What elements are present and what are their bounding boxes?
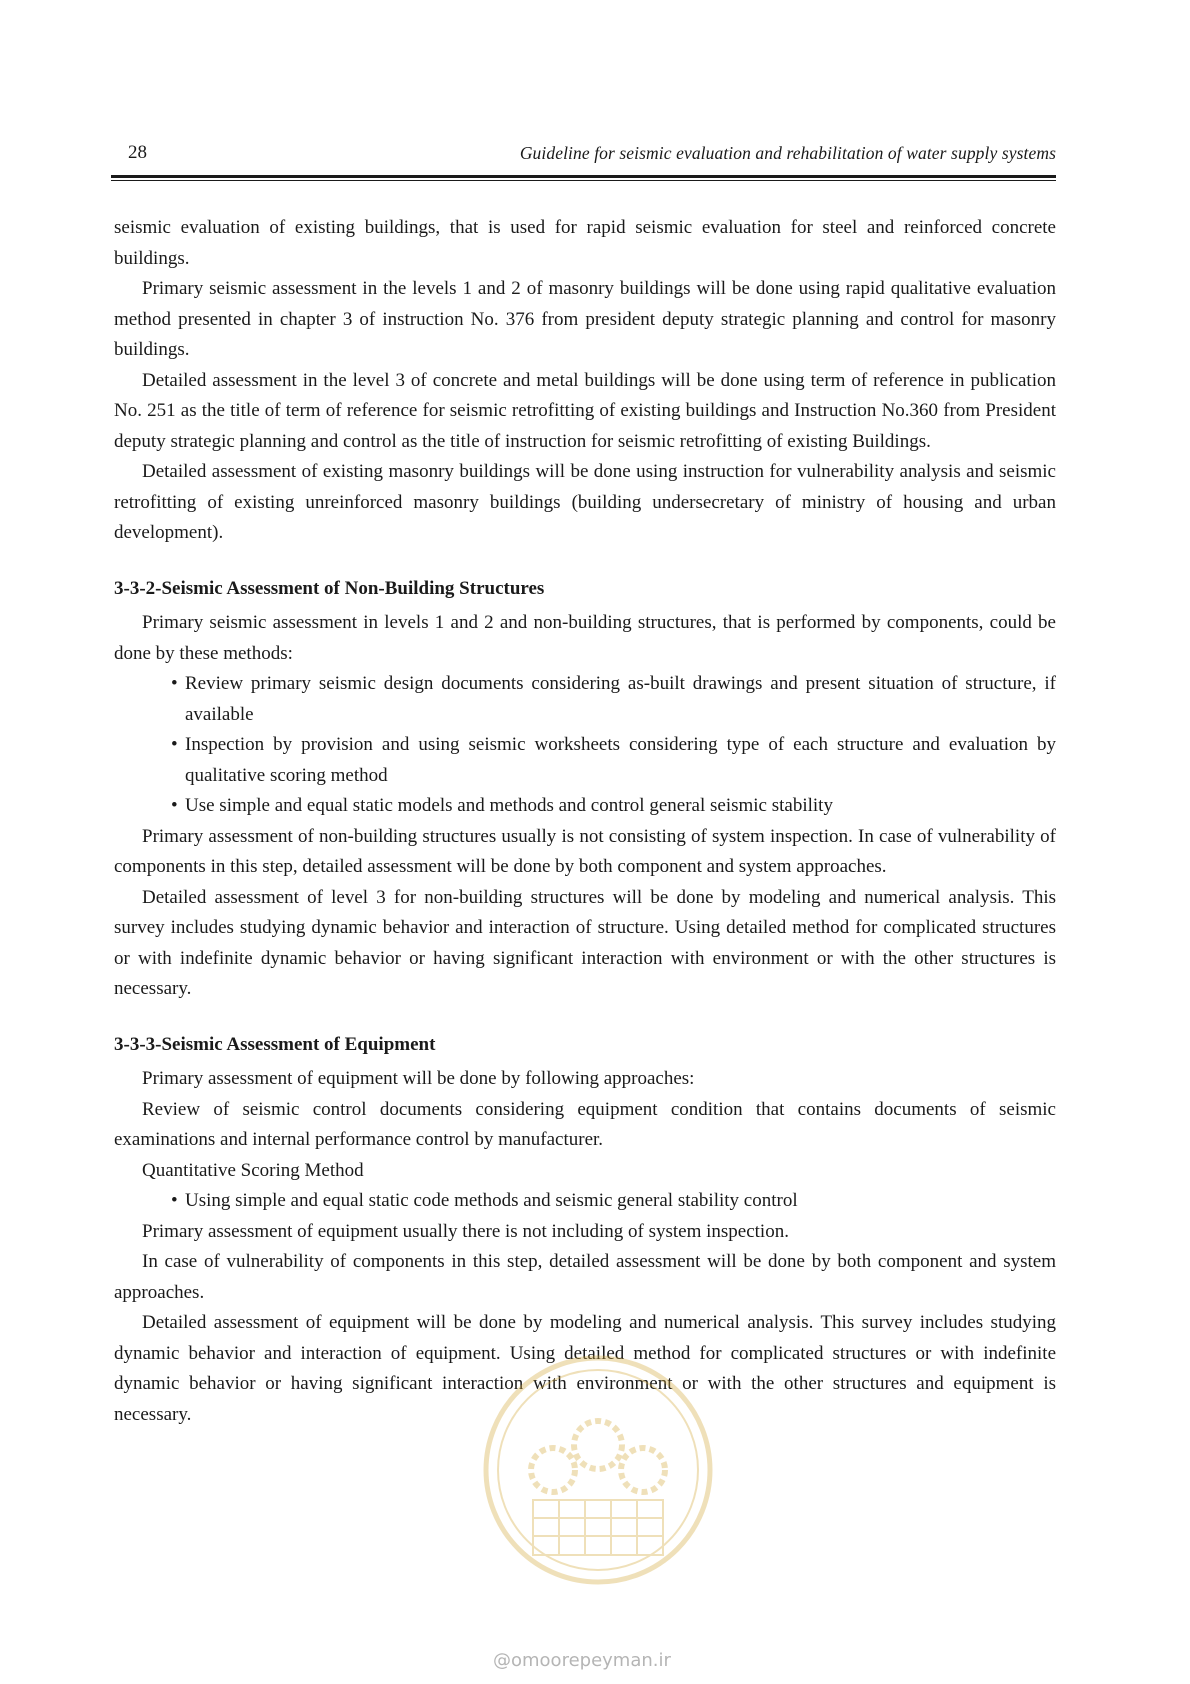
running-title: Guideline for seismic evaluation and rehabilitation of water supply systems — [519, 143, 1056, 163]
paragraph: In case of vulnerability of components in this step, detailed assessment will be done by both component and system approaches. — [114, 1251, 1056, 1303]
header-rule-thin — [111, 180, 1056, 181]
seal-grid — [533, 1500, 663, 1555]
seal-outer-ring — [486, 1358, 710, 1582]
gear-icon — [531, 1448, 575, 1492]
bullet-icon: • — [171, 795, 178, 816]
paragraph: Review of seismic control documents considering equipment condition that contains documents of seismic examinations and internal performance control by manufacturer. — [114, 1098, 1056, 1150]
gear-icon — [574, 1421, 622, 1469]
paragraph: seismic evaluation of existing buildings, that is used for rapid seismic evaluation for steel and reinforced concrete buildings. — [114, 217, 1056, 269]
paragraph: Primary assessment of non-building structures usually is not consisting of system inspection. In case of vulnerability of components in this step, detailed assessment will be done by both component and system approaches. — [114, 825, 1056, 877]
bullet-icon: • — [171, 1190, 178, 1211]
bullet-icon: • — [171, 673, 178, 694]
bullet-icon: • — [171, 734, 178, 755]
paragraph: Detailed assessment in the level 3 of concrete and metal buildings will be done using term of reference in publication No. 251 as the title of term of reference for seismic retrofitting of existing buildings and Instruction No.360 from President deputy strategic planning and control as the title of instruction for seismic retrofitting of existing Buildings. — [114, 369, 1056, 452]
paragraph: Primary seismic assessment in the levels 1 and 2 of masonry buildings will be done using rapid qualitative evaluation method presented in chapter 3 of instruction No. 376 from president deputy strategic planning and control for masonry buildings. — [114, 278, 1056, 360]
watermark-seal-icon — [478, 1350, 718, 1600]
watermark-text: @omoorepeyman.ir — [493, 1650, 671, 1671]
gear-icon — [621, 1448, 665, 1492]
list-item: • Using simple and equal static code methods and seismic general stability control — [171, 1186, 1056, 1217]
bullet-list — [114, 669, 1056, 822]
page-number: 28 — [128, 142, 147, 163]
list-item: • Inspection by provision and using seismic worksheets considering type of each structure and evaluation by qualitative scoring method — [171, 730, 1056, 791]
body-text — [114, 213, 1056, 1430]
list-item: • Review primary seismic design documents considering as-built drawings and present situation of structure, if available — [171, 669, 1056, 730]
paragraph: Detailed assessment of level 3 for non-building structures will be done by modeling and numerical analysis. This survey includes studying dynamic behavior and interaction of structure. Using detailed method for complicated structures or with indefinite dynamic behavior or having significant interaction with environment or with the other structures is necessary. — [114, 886, 1056, 999]
paragraph: Detailed assessment of equipment will be done by modeling and numerical analysis. This survey includes studying dynamic behavior and interaction of equipment. Using detailed method for complicated structures or with indefinite dynamic behavior or having significant interaction with environment or with the other structures and equipment is necessary. — [114, 1312, 1056, 1425]
paragraph: Quantitative Scoring Method — [142, 1159, 364, 1181]
section-heading: 3-3-2-Seismic Assessment of Non-Building Structures — [114, 577, 545, 599]
paragraph: Primary seismic assessment in levels 1 and 2 and non-building structures, that is performed by components, could be done by these methods: — [114, 612, 1056, 664]
paragraph: Detailed assessment of existing masonry buildings will be done using instruction for vulnerability analysis and seismic retrofitting of existing unreinforced masonry buildings (building undersecretary of ministry of housing and urban development). — [114, 461, 1056, 543]
paragraph: Primary assessment of equipment usually there is not including of system inspection. — [142, 1220, 789, 1242]
bullet-list — [114, 1186, 1056, 1217]
list-item: • Use simple and equal static models and methods and control general seismic stability — [171, 791, 1056, 822]
paragraph: Primary assessment of equipment will be done by following approaches: — [142, 1068, 695, 1089]
header-rule-thick — [111, 175, 1056, 178]
section-heading: 3-3-3-Seismic Assessment of Equipment — [114, 1033, 436, 1055]
